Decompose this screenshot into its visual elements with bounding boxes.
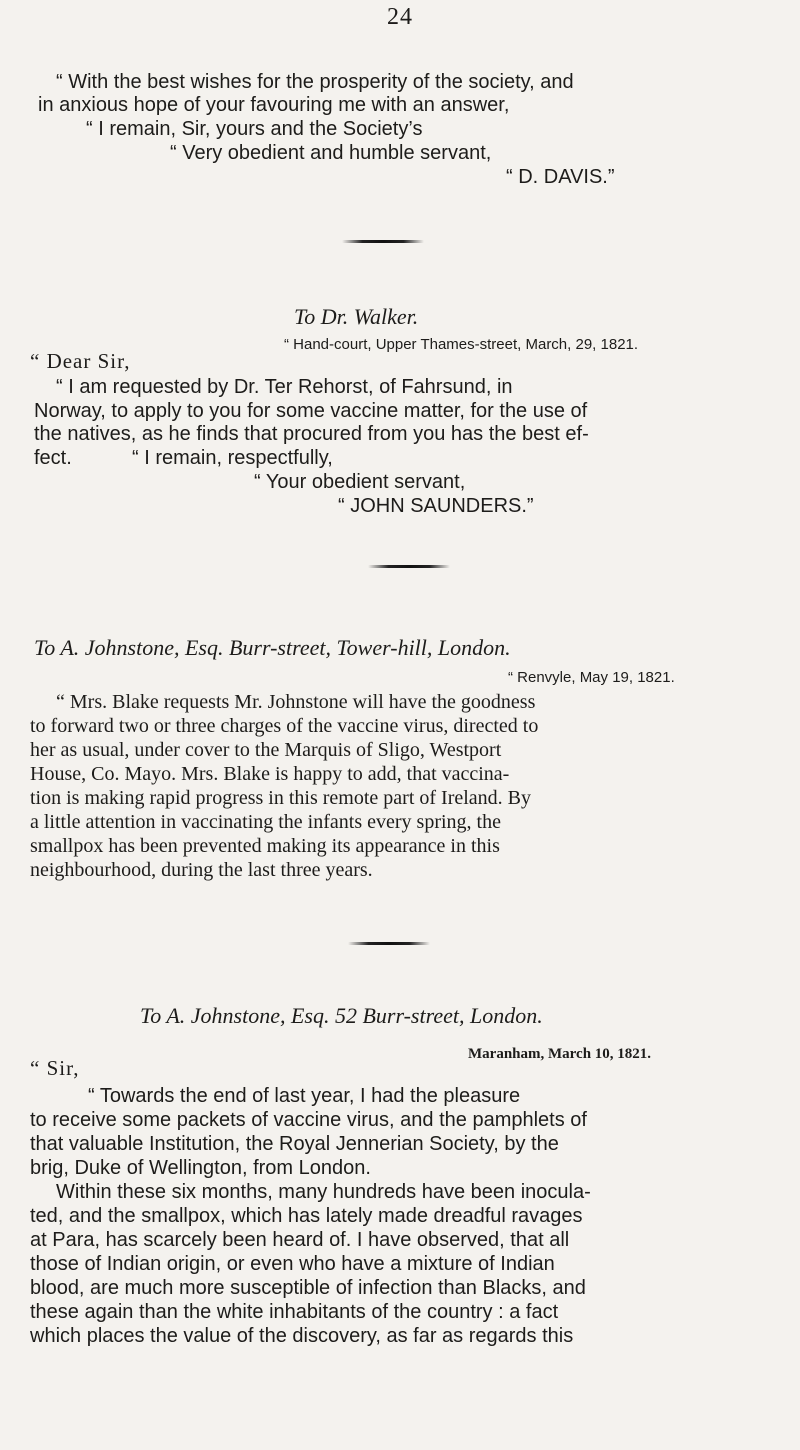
signature-line: “ JOHN SAUNDERS.”: [338, 495, 534, 517]
page-number: 24: [387, 4, 413, 30]
text-line: “ Mrs. Blake requests Mr. Johnstone will have the goodness: [56, 691, 536, 713]
text-line: tion is making rapid progress in this remote part of Ireland. By: [30, 787, 532, 809]
text-line: to forward two or three charges of the vaccine virus, directed to: [30, 715, 539, 737]
salutation: “ Dear Sir,: [30, 349, 131, 373]
text-line: to receive some packets of vaccine virus, and the pamphlets of: [30, 1109, 587, 1131]
letter-heading: To Dr. Walker.: [294, 304, 419, 329]
dateline: “ Hand-court, Upper Thames-street, March, 29, 1821.: [284, 336, 639, 353]
text-line: “ I remain, respectfully,: [132, 447, 333, 469]
salutation: “ Sir,: [30, 1056, 80, 1080]
text-line: Within these six months, many hundreds have been inocula-: [56, 1181, 591, 1203]
text-line: ted, and the smallpox, which has lately made dreadful ravages: [30, 1205, 583, 1227]
text-line: those of Indian origin, or even who have a mixture of Indian: [30, 1253, 555, 1275]
text-line: “ Very obedient and humble servant,: [170, 142, 492, 164]
text-line: neighbourhood, during the last three years.: [30, 859, 373, 881]
signature-line: “ D. DAVIS.”: [506, 166, 615, 188]
text-line: “ Your obedient servant,: [254, 471, 466, 493]
text-line: her as usual, under cover to the Marquis of Sligo, Westport: [30, 739, 502, 761]
dateline: “ Renvyle, May 19, 1821.: [508, 669, 675, 686]
text-line: a little attention in vaccinating the infants every spring, the: [30, 811, 501, 833]
text-line: blood, are much more susceptible of infection than Blacks, and: [30, 1277, 586, 1299]
letter-heading: To A. Johnstone, Esq. 52 Burr-street, London.: [140, 1003, 543, 1028]
text-line: “ With the best wishes for the prosperity of the society, and: [56, 71, 574, 93]
section-divider: [342, 240, 424, 243]
text-line: brig, Duke of Wellington, from London.: [30, 1157, 371, 1179]
text-line: which places the value of the discovery, as far as regards this: [30, 1325, 574, 1347]
text-line: these again than the white inhabitants of the country : a fact: [30, 1301, 559, 1323]
text-line: “ Towards the end of last year, I had the pleasure: [88, 1085, 521, 1107]
text-line: Norway, to apply to you for some vaccine matter, for the use of: [34, 400, 588, 422]
text-line: at Para, has scarcely been heard of. I have observed, that all: [30, 1229, 570, 1251]
text-line: House, Co. Mayo. Mrs. Blake is happy to add, that vaccina-: [30, 763, 510, 785]
text-line: smallpox has been prevented making its appearance in this: [30, 835, 500, 857]
text-line: the natives, as he finds that procured from you has the best ef-: [34, 423, 589, 445]
letter-heading: To A. Johnstone, Esq. Burr-street, Tower-hill, London.: [34, 635, 511, 660]
section-divider: [368, 565, 450, 568]
section-divider: [348, 942, 430, 945]
text-line: fect.: [34, 447, 72, 469]
dateline: Maranham, March 10, 1821.: [468, 1046, 652, 1062]
text-line: that valuable Institution, the Royal Jennerian Society, by the: [30, 1133, 559, 1155]
text-line: “ I remain, Sir, yours and the Society’s: [86, 118, 423, 140]
text-line: in anxious hope of your favouring me with an answer,: [38, 94, 510, 116]
text-line: “ I am requested by Dr. Ter Rehorst, of Fahrsund, in: [56, 376, 513, 398]
